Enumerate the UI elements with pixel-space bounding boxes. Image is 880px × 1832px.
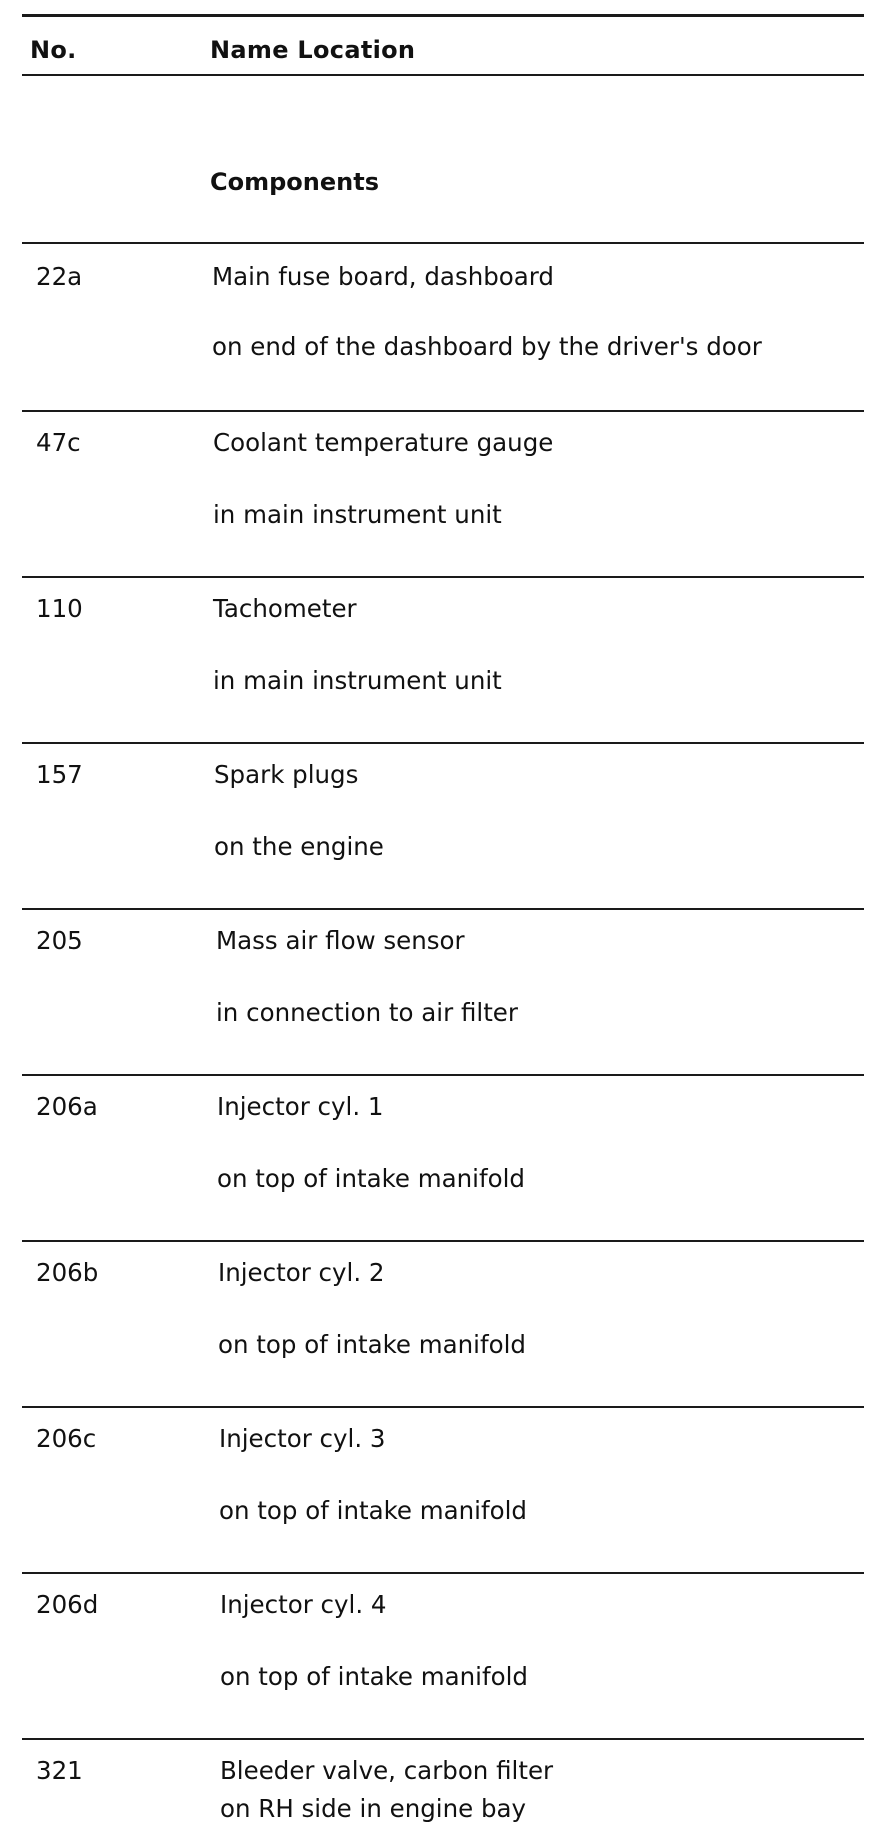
row-name: Bleeder valve, carbon filter <box>220 1756 554 1785</box>
row-name: Coolant temperature gauge <box>213 428 554 457</box>
row-location: on top of intake manifold <box>217 1164 525 1193</box>
row-name: Main fuse board, dashboard <box>212 262 554 291</box>
row-number: 47c <box>36 428 81 457</box>
row-location: on RH side in engine bay <box>220 1794 527 1823</box>
row-divider <box>22 742 864 744</box>
row-number: 206b <box>36 1258 99 1287</box>
row-location: in connection to air filter <box>216 998 518 1027</box>
row-number: 157 <box>36 760 83 789</box>
row-name: Injector cyl. 3 <box>219 1424 386 1453</box>
row-location: on the engine <box>214 832 384 861</box>
row-location: on top of intake manifold <box>218 1330 526 1359</box>
row-divider <box>22 1406 864 1408</box>
row-location: on top of intake manifold <box>220 1662 528 1691</box>
row-number: 206c <box>36 1424 97 1453</box>
row-divider <box>22 242 864 244</box>
row-name: Spark plugs <box>214 760 359 789</box>
row-divider <box>22 1074 864 1076</box>
row-divider <box>22 1240 864 1242</box>
row-name: Injector cyl. 1 <box>217 1092 384 1121</box>
row-location: on top of intake manifold <box>219 1496 527 1525</box>
row-name: Injector cyl. 2 <box>218 1258 385 1287</box>
row-divider <box>22 1572 864 1574</box>
row-divider <box>22 576 864 578</box>
row-number: 321 <box>36 1756 83 1785</box>
column-header-no: No. <box>30 36 77 64</box>
section-title: Components <box>210 168 379 196</box>
row-location: in main instrument unit <box>213 666 502 695</box>
row-location: in main instrument unit <box>213 500 502 529</box>
row-name: Injector cyl. 4 <box>220 1590 387 1619</box>
table-top-rule <box>22 14 864 17</box>
row-divider <box>22 1738 864 1740</box>
column-header-name-location: Name Location <box>210 36 416 64</box>
row-number: 110 <box>36 594 83 623</box>
row-number: 206a <box>36 1092 98 1121</box>
row-number: 205 <box>36 926 83 955</box>
row-location: on end of the dashboard by the driver's door <box>212 332 762 361</box>
row-divider <box>22 410 864 412</box>
header-bottom-rule <box>22 74 864 76</box>
row-name: Mass air flow sensor <box>216 926 465 955</box>
row-number: 206d <box>36 1590 99 1619</box>
row-number: 22a <box>36 262 83 291</box>
row-divider <box>22 908 864 910</box>
row-name: Tachometer <box>213 594 357 623</box>
